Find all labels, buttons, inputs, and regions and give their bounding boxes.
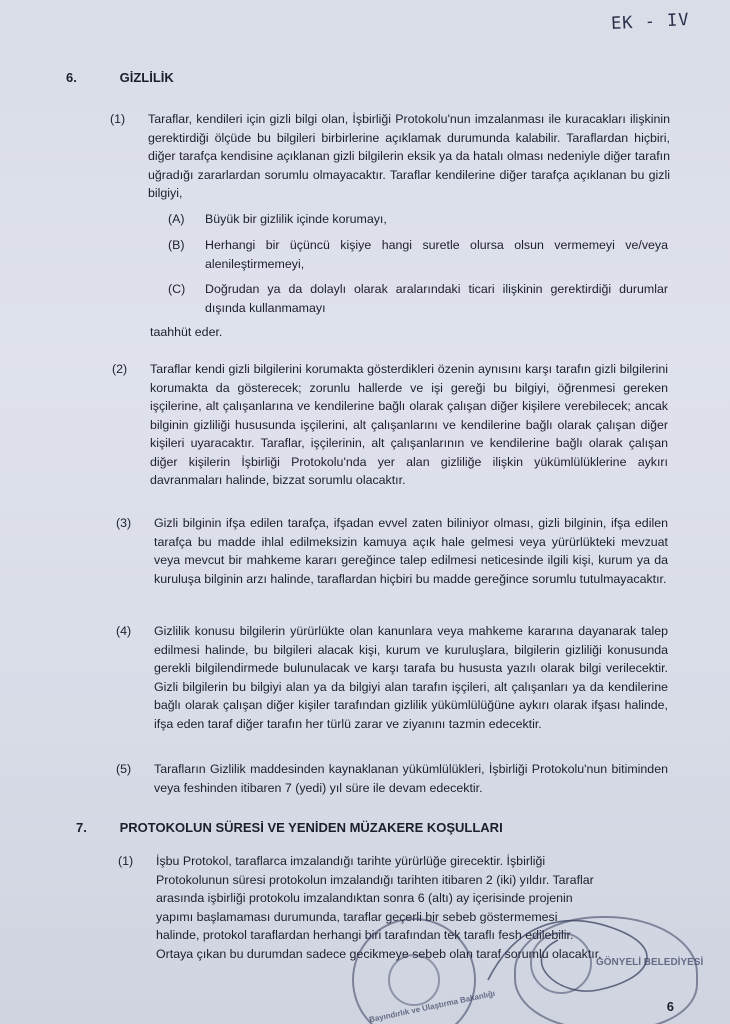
municipality-emblem (530, 932, 592, 994)
paragraph-number: (1) (118, 854, 134, 868)
item-b (168, 236, 668, 273)
page-number: 6 (666, 999, 674, 1014)
section-6-paragraph-2 (112, 360, 668, 490)
text-line: halinde, protokol taraflardan herhangi biri tarafından tek taraflı fesh edilebilir. (156, 928, 574, 942)
item-a (168, 210, 668, 229)
section-6-paragraph-3 (116, 514, 668, 588)
text-line: Protokolunun süresi protokolun imzalandığı tarihten itibaren 2 (iki) yıldır. Taraflar (156, 872, 594, 887)
section-7-title: PROTOKOLUN SÜRESİ VE YENİDEN MÜZAKERE KOŞULLARI (119, 820, 503, 835)
paragraph-number: (2) (112, 362, 128, 376)
paragraph-number: (1) (110, 112, 126, 126)
item-label: (C) (168, 282, 186, 296)
stamp-emblem (388, 954, 440, 1006)
item-text: Büyük bir gizlilik içinde korumayı, (205, 212, 387, 226)
text-line: yapımı başlamaması durumunda, taraflar geçerli bir sebeb göstermemesi (156, 909, 558, 924)
handwritten-annex-note: EK - IV (610, 9, 691, 35)
paragraph-closing: taahhüt eder. (150, 325, 223, 339)
section-6-paragraph-4 (116, 622, 668, 733)
section-6-title: GİZLİLİK (119, 70, 174, 85)
item-text: Doğrudan ya da dolaylı olarak aralarındaki ticari ilişkinin gerektirdiği durumlar dışında kullanmamayı (205, 282, 668, 315)
text-line: İşbu Protokol, taraflarca imzalandığı tarihte yürürlüğe girecektir. İşbirliği (156, 854, 546, 868)
paragraph-text: Gizlilik konusu bilgilerin yürürlükte olan kanunlara veya mahkeme kararına dayanarak talep edilmesi halinde, bu bilgileri alacak kişi, kurum ve kuruluşlara, bilgilerin gizliliği konusunda gerekli bilgilendirmede bulunulacak ve karşı tarafa bu hususta yazılı olarak bilgi verilecektir. Gizli bilgilerin bu bilgiyi alan ya da bilgiyi alan tarafın işçileri, alt çalışanları ya da kendilerine bağlı olarak çalışan diğer kişiler tarafından gizlilik yükümlülüğüne aykırı olarak ifşası halinde, ifşa eden taraf diğer tarafın her türlü zarar ve ziyanını tazmin edecektir. (154, 624, 668, 731)
paragraph-text: Gizli bilginin ifşa edilen tarafça, ifşadan evvel zaten biliniyor olması, gizli bilginin, ifşa edilen tarafça bu madde ihlal edilmeksizin kamuya açık hale gelmesi veya yürürlükteki mevzuat veya mevcut bir mahkeme kararı gereğince talep edilmesi neticesinde ilgili kişi, kurum ya da kuruluşa bilginin arzı halinde, taraflardan hiçbiri bu madde gereğince sorumlu tutulmayacaktır. (154, 516, 668, 586)
section-6-paragraph-1 (110, 110, 670, 203)
ministry-stamp-text: Bayındırlık ve Ulaştırma Bakanlığı (368, 988, 496, 1024)
item-label: (A) (168, 212, 185, 226)
paragraph-text: Tarafların Gizlilik maddesinden kaynaklanan yükümlülükleri, İşbirliği Protokolu'nun bitiminden veya feshinden itibaren 7 (yedi) yıl süre ile devam edecektir. (154, 762, 668, 795)
municipality-stamp-text: GÖNYELİ BELEDİYESİ (596, 957, 704, 968)
paragraph-number: (5) (116, 762, 132, 776)
item-label: (B) (168, 238, 185, 252)
item-text: Herhangi bir üçüncü kişiye hangi suretle olursa olsun vermemeyi ve/veya alenileştirmemeyi, (205, 238, 668, 271)
section-7-heading (76, 820, 503, 835)
section-6-heading (66, 70, 174, 85)
section-6-number: 6. (66, 70, 77, 85)
section-6-paragraph-5 (116, 760, 668, 797)
section-7-number: 7. (76, 820, 87, 835)
text-line: arasında işbirliği protokolu imzalandıktan sonra 6 (altı) ay içerisinde projenin (156, 891, 573, 905)
paragraph-text: Taraflar, kendileri için gizli bilgi olan, İşbirliği Protokolu'nun imzalanması ile kuracakları ilişkinin gerektirdiği ölçüde bu bilgileri birbirlerine açıklamak durumunda kalabilir. Taraflardan hiçbiri, diğer tarafça kendisine açıklanan gizli bilgilerin eksik ya da hatalı olması nedeniyle diğer tarafın uğradığı zararlardan sorumlu olmayacaktır. Taraflar kendilerine diğer tarafça açıklanan bu gizli bilgiyi, (148, 112, 670, 200)
text-line: Ortaya çıkan bu durumdan sadece gecikmeye sebeb olan taraf sorumlu olacaktır. (156, 946, 602, 961)
paragraph-number: (3) (116, 516, 132, 530)
paragraph-text: Taraflar kendi gizli bilgilerini korumakta gösterdikleri özenin aynısını karşı tarafın gizli bilgilerini korumakta da gösterecek; zorunlu hallerde ve işi gereği bu bilgiyi, öğrenmesi gereken işçilerine, alt çalışanlarına ve kendilerine bağlı olarak çalışan diğer kişilere verebilecek; ancak bilginin gizliliği hususunda işçilerini, alt çalışanlarını ve kendilerine bağlı olarak çalışan diğer kişileri uyaracaktır. Taraflar, işçilerinin, alt çalışanlarının ve kendilerine bağlı olarak çalışan diğer kişilerin İşbirliği Protokolu'nda yer alan gizliliğe ilişkin yükümlülüklerine aykırı davranmaları halinde, bizzat sorumlu olacaktır. (150, 362, 668, 487)
item-c (168, 280, 668, 317)
paragraph-number: (4) (116, 624, 132, 638)
